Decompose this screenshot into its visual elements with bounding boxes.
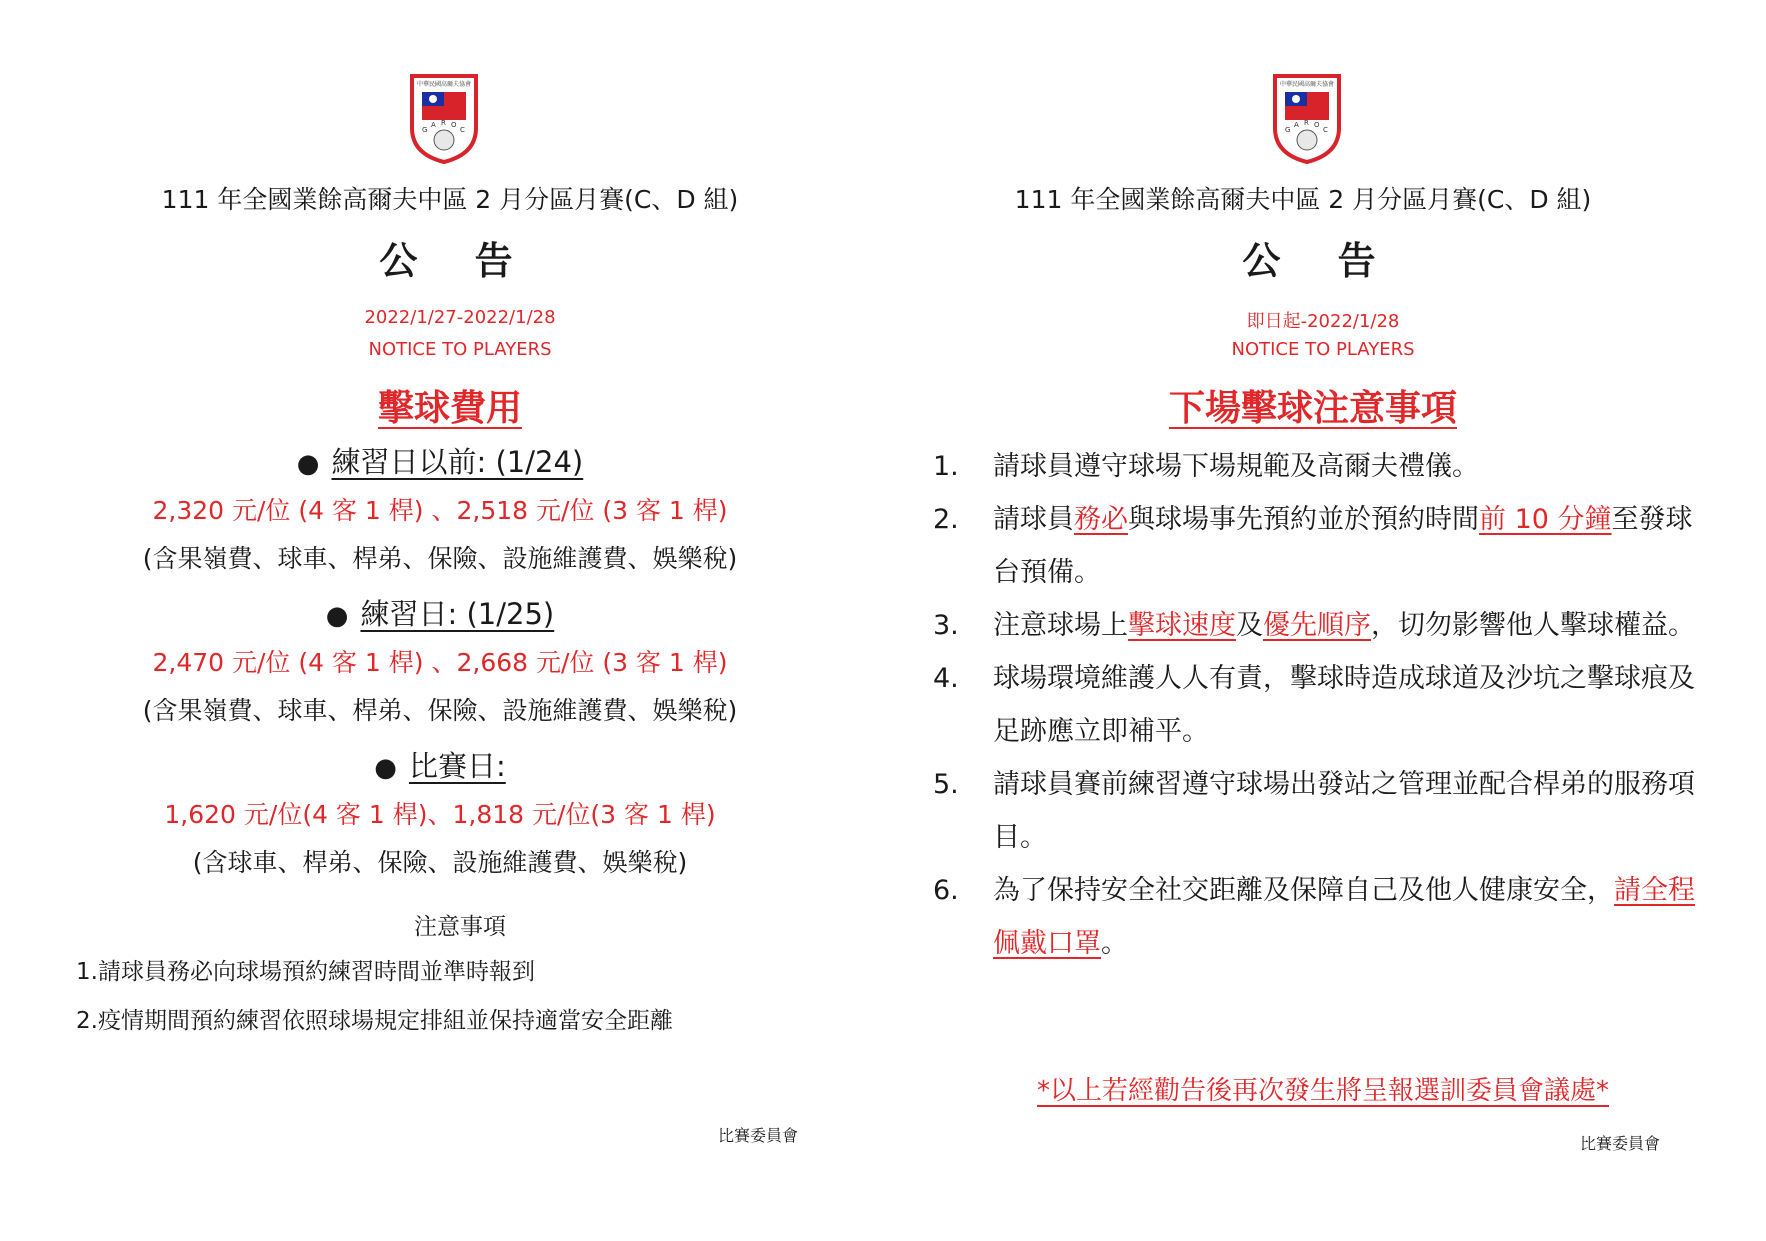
rule-item <box>933 652 1713 758</box>
svg-text:A: A <box>1294 121 1299 129</box>
rule-item <box>933 758 1713 864</box>
rule-text <box>993 875 1695 959</box>
rule-text-part: 注意球場上 <box>993 610 1128 641</box>
garoc-logo <box>406 72 482 164</box>
rule-text <box>993 663 1695 747</box>
fee-price: 2,320 元/位 (4 客 1 桿) 、2,518 元/位 (3 客 1 桿) <box>152 496 728 525</box>
rule-item <box>933 493 1713 599</box>
rule-text <box>993 610 1695 641</box>
fee-section-practice-day <box>60 592 820 734</box>
announcement-label: 公 告 <box>1242 239 1398 283</box>
announcement-label: 公 告 <box>379 239 535 283</box>
rule-text-part: 為了保持安全社交距離及保障自己及他人健康安全， <box>993 875 1614 906</box>
signature: 比賽委員會 <box>718 1126 799 1145</box>
notice-to-players: NOTICE TO PLAYERS <box>1231 339 1415 360</box>
fee-includes: (含球車、桿弟、保險、設施維護費、娛樂稅) <box>192 848 688 877</box>
rule-item <box>933 440 1713 493</box>
bullet-icon: ● <box>374 753 397 783</box>
svg-text:O: O <box>1314 121 1320 129</box>
fee-includes: (含果嶺費、球車、桿弟、保險、設施維護費、娛樂稅) <box>142 544 738 573</box>
rule-number: 1. <box>933 451 959 482</box>
rule-text <box>993 769 1695 853</box>
fee-price: 1,620 元/位(4 客 1 桿)、1,818 元/位(3 客 1 桿) <box>164 800 716 829</box>
emphasis-text: 擊球速度 <box>1128 610 1236 641</box>
fee-includes: (含果嶺費、球車、桿弟、保險、設施維護費、娛樂稅) <box>142 696 738 725</box>
attention-item: 1.請球員務必向球場預約練習時間並準時報到 <box>76 959 535 985</box>
page-title: 111 年全國業餘高爾夫中區 2 月分區月賽(C、D 組) <box>1014 185 1592 214</box>
bullet-icon: ● <box>325 601 349 631</box>
bullet-icon: ● <box>296 449 320 479</box>
rule-number: 2. <box>933 504 959 535</box>
rule-text-part: 請球員 <box>993 504 1074 535</box>
logo-text: 中華民國高爾夫協會 <box>1279 81 1335 88</box>
signature: 比賽委員會 <box>1580 1134 1661 1153</box>
rule-text <box>993 451 1479 482</box>
emphasis-text: 務必 <box>1074 504 1128 535</box>
section-heading: 下場擊球注意事項 <box>1168 388 1457 429</box>
date-range: 2022/1/27-2022/1/28 <box>364 307 556 328</box>
right-notice-page <box>883 0 1766 1241</box>
logo-text: 中華民國高爾夫協會 <box>416 81 472 88</box>
attention-item: 2.疫情期間預約練習依照球場規定排組並保持適當安全距離 <box>76 1008 673 1034</box>
svg-text:R: R <box>441 119 446 127</box>
fee-section-competition-day <box>60 744 820 886</box>
emphasis-text: 請全程佩戴口罩 <box>993 875 1695 959</box>
emphasis-text: 優先順序 <box>1263 610 1371 641</box>
svg-text:G: G <box>422 126 428 134</box>
page-title: 111 年全國業餘高爾夫中區 2 月分區月賽(C、D 組) <box>161 185 739 214</box>
rule-text <box>993 504 1693 588</box>
svg-text:G: G <box>1285 126 1291 134</box>
rule-item <box>933 864 1713 970</box>
fee-section-before-practice <box>60 440 820 582</box>
fee-label: 比賽日: <box>408 749 506 783</box>
warning-text: *以上若經勸告後再次發生將呈報選訓委員會議處* <box>1036 1076 1609 1106</box>
svg-text:C: C <box>1323 126 1328 134</box>
rule-item <box>933 599 1713 652</box>
svg-text:A: A <box>431 121 436 129</box>
rule-text-part: 與球場事先預約並於預約時間 <box>1128 504 1479 535</box>
svg-text:C: C <box>460 126 465 134</box>
section-heading: 擊球費用 <box>377 388 522 429</box>
emphasis-text: 前 10 分鐘 <box>1479 504 1612 535</box>
garoc-logo <box>1269 72 1345 164</box>
date-range: 即日起-2022/1/28 <box>1246 311 1400 332</box>
rule-text-part: 及 <box>1236 610 1263 641</box>
rule-text-part: 。 <box>1101 928 1128 959</box>
fee-label: 練習日以前: (1/24) <box>331 445 584 479</box>
rule-number: 3. <box>933 610 959 641</box>
rule-number: 4. <box>933 663 959 694</box>
rule-text-part: 至發球台預備。 <box>993 504 1693 588</box>
rule-text-part: 球場環境維護人人有責，擊球時造成球道及沙坑之擊球痕及足跡應立即補平。 <box>993 663 1695 747</box>
fee-price: 2,470 元/位 (4 客 1 桿) 、2,668 元/位 (3 客 1 桿) <box>152 648 728 677</box>
rule-text-part: 請球員賽前練習遵守球場出發站之管理並配合桿弟的服務項目。 <box>993 769 1695 853</box>
rule-number: 6. <box>933 875 959 906</box>
rule-number: 5. <box>933 769 959 800</box>
rule-text-part: 請球員遵守球場下場規範及高爾夫禮儀。 <box>993 451 1479 482</box>
notice-to-players: NOTICE TO PLAYERS <box>368 339 552 360</box>
rules-list <box>933 440 1713 970</box>
svg-text:R: R <box>1304 119 1309 127</box>
rule-text-part: ，切勿影響他人擊球權益。 <box>1371 610 1695 641</box>
attention-title: 注意事項 <box>414 914 506 940</box>
svg-text:O: O <box>451 121 457 129</box>
fee-label: 練習日: (1/25) <box>360 597 555 631</box>
